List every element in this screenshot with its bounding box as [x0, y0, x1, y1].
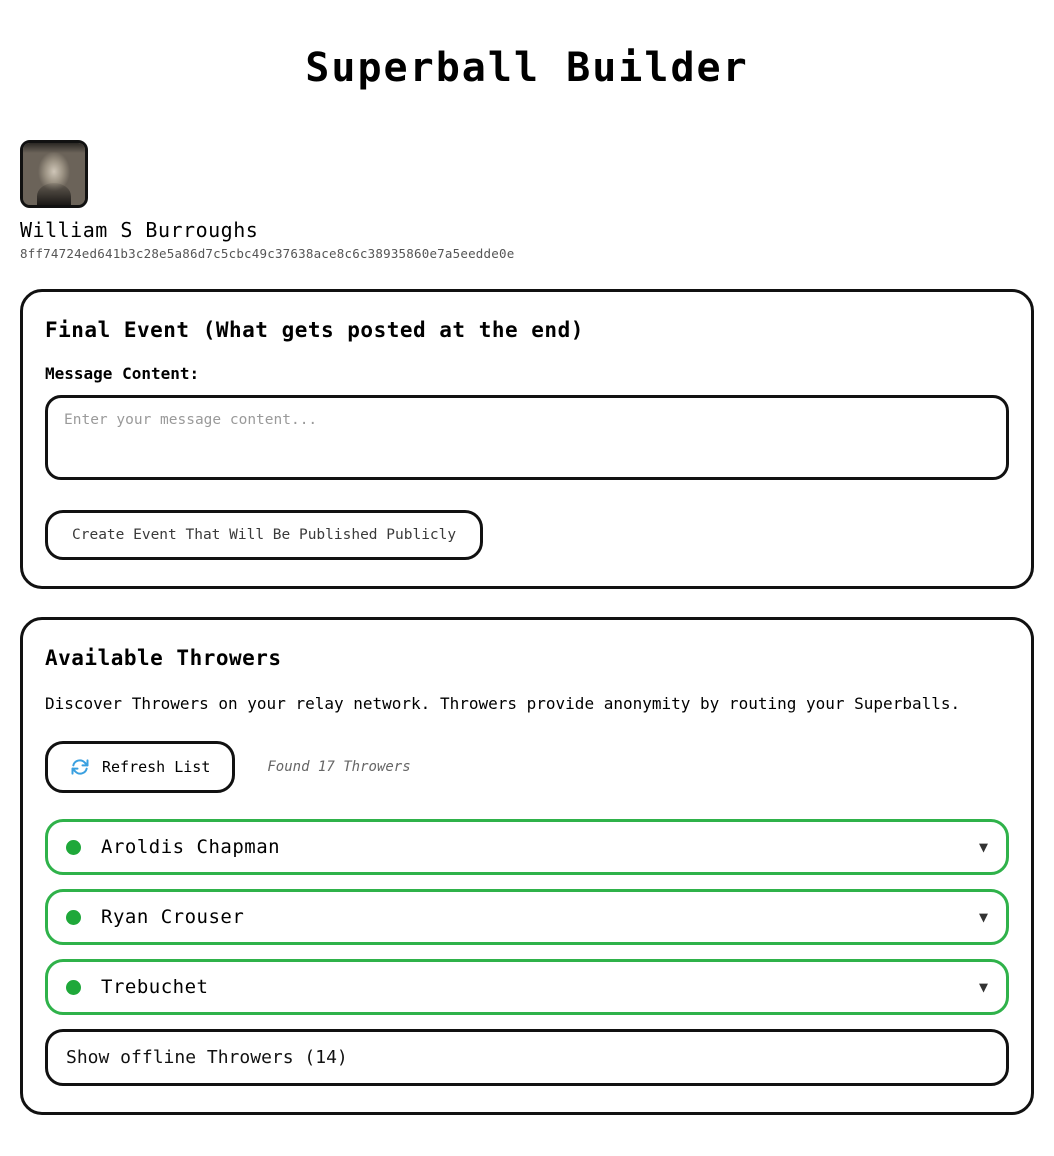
message-content-label: Message Content: — [45, 364, 200, 383]
status-online-icon — [66, 840, 81, 855]
thrower-row[interactable] — [45, 889, 1009, 945]
available-throwers-title: Available Throwers — [45, 646, 282, 670]
avatar — [20, 140, 88, 208]
page-title: Superball Builder — [305, 45, 749, 91]
refresh-list-label: Refresh List — [102, 758, 211, 777]
refresh-icon — [70, 757, 90, 777]
thrower-name: Aroldis Chapman — [101, 836, 281, 859]
page-root — [0, 44, 1054, 1115]
portrait-avatar-icon — [23, 143, 85, 205]
found-throwers-count: Found 17 Throwers — [267, 759, 411, 776]
available-throwers-description: Discover Throwers on your relay network. Throwers provide anonymity by routing your Superballs. — [45, 694, 961, 713]
final-event-card — [20, 289, 1034, 589]
thrower-name: Ryan Crouser — [101, 906, 245, 929]
chevron-down-icon[interactable]: ▼ — [978, 907, 988, 926]
create-event-button[interactable]: Create Event That Will Be Published Publicly — [45, 510, 483, 560]
message-content-input[interactable] — [45, 395, 1009, 480]
thrower-name: Trebuchet — [101, 976, 209, 999]
status-online-icon — [66, 910, 81, 925]
thrower-row[interactable] — [45, 819, 1009, 875]
profile-block — [20, 140, 1034, 261]
available-throwers-card — [20, 617, 1034, 1115]
show-offline-throwers-button[interactable]: Show offline Throwers (14) — [45, 1029, 1009, 1086]
chevron-down-icon[interactable]: ▼ — [978, 837, 988, 856]
chevron-down-icon[interactable]: ▼ — [978, 977, 988, 996]
status-online-icon — [66, 980, 81, 995]
refresh-row — [45, 741, 1009, 793]
profile-pubkey: 8ff74724ed641b3c28e5a86d7c5cbc49c37638ace8c6c38935860e7a5eedde0e — [20, 246, 515, 261]
final-event-title: Final Event (What gets posted at the end) — [45, 318, 584, 342]
refresh-list-button[interactable] — [45, 741, 235, 793]
profile-name: William S Burroughs — [20, 218, 259, 242]
thrower-row[interactable] — [45, 959, 1009, 1015]
